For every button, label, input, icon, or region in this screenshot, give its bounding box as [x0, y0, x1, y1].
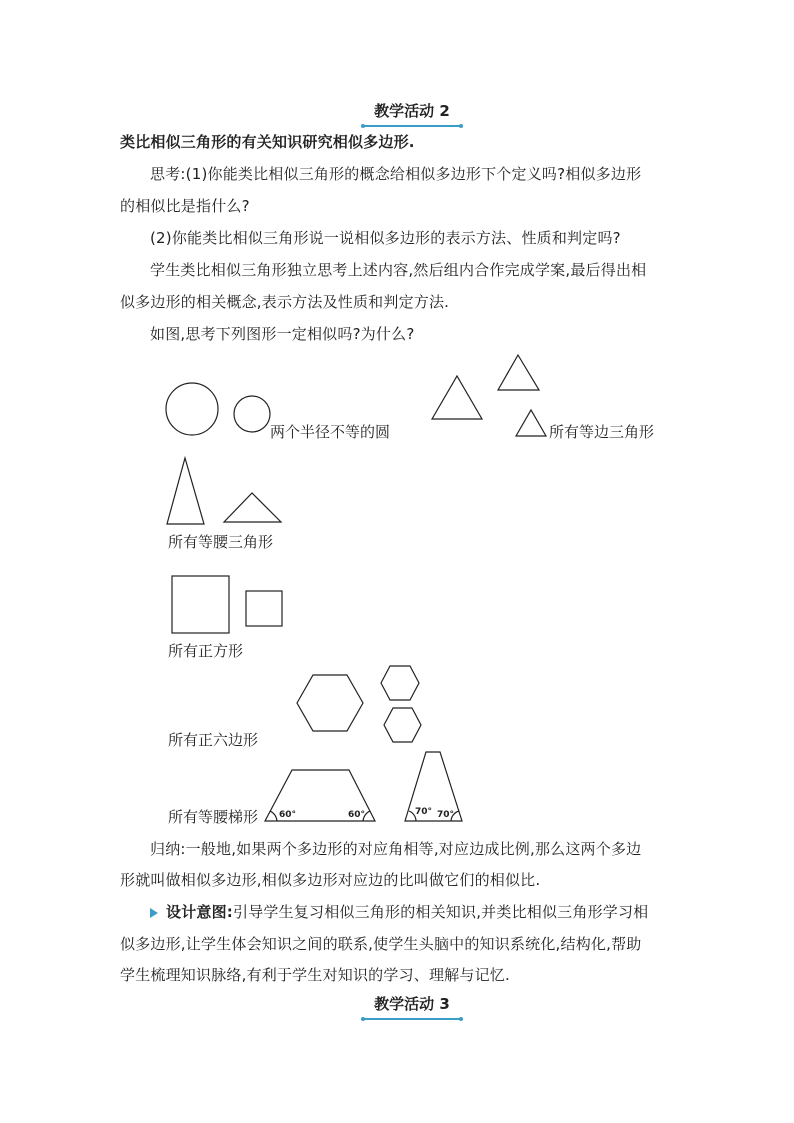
hexagon-large [297, 675, 363, 731]
activity-3-title: 教学活动 3 [374, 995, 450, 1013]
design-intent-text: 引导学生复习相似三角形的相关知识,并类比相似三角形学习相 [233, 903, 649, 921]
figure-question: 如图,思考下列图形一定相似吗?为什么? [150, 325, 415, 343]
equilateral-label: 所有等边三角形 [549, 423, 655, 441]
trapezoid-label: 所有等腰梯形 [168, 808, 259, 826]
summary-line2: 形就叫做相似多边形,相似多边形对应边的比叫做它们的相似比. [120, 871, 541, 889]
think1-line2: 的相似比是指什么? [120, 197, 250, 215]
activity-2-title: 教学活动 2 [374, 102, 450, 120]
circles-label: 两个半径不等的圆 [270, 423, 391, 441]
angle-label-70-right: 70° [437, 810, 455, 820]
equilateral-triangle-medium [498, 355, 539, 390]
design-intent-label: 设计意图: [166, 903, 233, 921]
small-circle [234, 396, 270, 432]
intro-text: 类比相似三角形的有关知识研究相似多边形. [120, 133, 415, 151]
design-intent-line2: 似多边形,让学生体会知识之间的联系,使学生头脑中的知识系统化,结构化,帮助 [120, 935, 642, 953]
summary-line1: 归纳:一般地,如果两个多边形的对应角相等,对应边成比例,那么这两个多边 [150, 840, 642, 858]
heading-underline [364, 1018, 460, 1020]
design-marker-icon [150, 908, 158, 918]
students-line2: 似多边形的相关概念,表示方法及性质和判定方法. [120, 293, 450, 311]
think1-line1: 思考:(1)你能类比相似三角形的概念给相似多边形下个定义吗?相似多边形 [150, 165, 642, 183]
angle-label-60-left: 60° [279, 810, 297, 820]
hexagon-label: 所有正六边形 [168, 731, 259, 749]
activity-3-heading [352, 993, 472, 1014]
students-line1: 学生类比相似三角形独立思考上述内容,然后组内合作完成学案,最后得出相 [150, 261, 647, 279]
angle-label-60-right: 60° [348, 810, 366, 820]
design-intent-line3: 学生梳理知识脉络,有利于学生对知识的学习、理解与记忆. [120, 966, 510, 984]
hexagon-small-top [381, 666, 419, 700]
isosceles-triangle-wide [224, 493, 281, 522]
isosceles-label: 所有等腰三角形 [168, 533, 274, 551]
isosceles-triangle-tall [167, 458, 204, 524]
square-large [172, 576, 229, 633]
square-label: 所有正方形 [168, 642, 244, 660]
large-circle [166, 383, 218, 435]
equilateral-triangle-large [432, 376, 482, 419]
trapezoid-wide-angle-left [270, 811, 277, 821]
think2-text: (2)你能类比相似三角形说一说相似多边形的表示方法、性质和判定吗? [150, 229, 621, 247]
hexagon-small-bottom [384, 708, 421, 742]
angle-label-70-left: 70° [415, 807, 433, 817]
square-small [246, 591, 282, 626]
equilateral-triangle-small [516, 410, 546, 436]
design-intent-line1 [120, 898, 680, 926]
